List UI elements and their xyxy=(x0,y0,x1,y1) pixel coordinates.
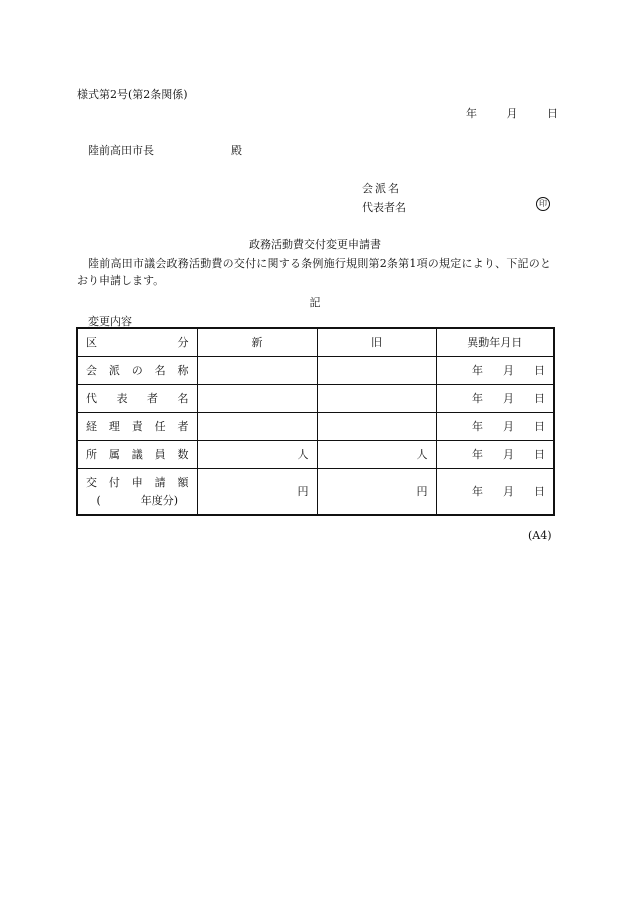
honorific: 殿 xyxy=(231,144,242,157)
header-division-char: 分 xyxy=(177,336,189,350)
old-value-cell[interactable] xyxy=(317,384,436,412)
fiscal-year-text: 年度分) xyxy=(140,494,179,508)
row-label-char: 者 xyxy=(177,420,189,433)
row-label xyxy=(77,440,197,468)
header-new: 新 xyxy=(197,328,317,356)
date-year-unit: 年 xyxy=(472,364,483,377)
row-label-char: 名 xyxy=(177,392,189,405)
table-row xyxy=(77,440,554,468)
date-year-unit: 年 xyxy=(472,448,483,461)
date-day-unit: 日 xyxy=(534,485,545,499)
date-month-unit: 月 xyxy=(503,420,514,433)
fiscal-year-open: ( xyxy=(96,494,101,508)
date-month-unit: 月 xyxy=(503,448,514,461)
row-label-char: 額 xyxy=(177,476,189,490)
row-label xyxy=(77,356,197,384)
header-division-char: 区 xyxy=(86,336,97,350)
table-header-row xyxy=(77,328,554,356)
seal-mark: 印 xyxy=(536,197,550,211)
addressee: 陸前高田市長 xyxy=(88,144,154,157)
date-day-unit: 日 xyxy=(534,364,545,377)
changes-table xyxy=(76,327,555,516)
change-date-cell[interactable] xyxy=(436,412,554,440)
row-label-char: 付 xyxy=(108,476,120,490)
date-day: 日 xyxy=(547,107,558,120)
row-label-char: 称 xyxy=(177,364,189,377)
row-label-char: 責 xyxy=(131,420,143,433)
row-label-char: 表 xyxy=(116,392,128,405)
row-label-char: 申 xyxy=(131,476,143,490)
date-line xyxy=(466,105,558,121)
row-label-char: 会 xyxy=(86,364,97,377)
table-row xyxy=(77,468,554,515)
faction-name-label: 会派名 xyxy=(362,182,401,195)
change-date-cell[interactable] xyxy=(436,384,554,412)
header-old: 旧 xyxy=(317,328,436,356)
row-label-char: 派 xyxy=(108,364,120,377)
row-label xyxy=(77,412,197,440)
row-label-char: 者 xyxy=(147,392,158,405)
ki-heading: 記 xyxy=(309,296,321,309)
changes-label: 変更内容 xyxy=(88,315,132,328)
row-label-char: 交 xyxy=(86,476,97,490)
row-label-char: 請 xyxy=(154,476,166,490)
date-day-unit: 日 xyxy=(534,420,545,433)
change-date-cell[interactable] xyxy=(436,468,554,515)
header-division xyxy=(77,328,197,356)
old-value-cell[interactable]: 人 xyxy=(317,440,436,468)
change-date-cell[interactable] xyxy=(436,356,554,384)
row-label-char: 数 xyxy=(177,448,189,461)
old-value-cell[interactable] xyxy=(317,356,436,384)
row-label-char: 代 xyxy=(86,392,97,405)
date-month: 月 xyxy=(506,107,518,120)
representative-label: 代表者名 xyxy=(362,201,406,214)
paper-size: (A4) xyxy=(528,529,552,542)
new-value-cell[interactable] xyxy=(197,384,317,412)
body-text: 陸前高田市議会政務活動費の交付に関する条例施行規則第2条第1項の規定により、下記のとおり申請します。 xyxy=(77,257,551,287)
new-value-cell[interactable]: 円 xyxy=(197,468,317,515)
date-year: 年 xyxy=(466,107,477,120)
table-row xyxy=(77,384,554,412)
table-row xyxy=(77,412,554,440)
date-day-unit: 日 xyxy=(534,392,545,405)
row-label-char: の xyxy=(131,364,143,377)
fiscal-year-note xyxy=(86,492,189,508)
row-label-char: 議 xyxy=(131,448,143,461)
header-change-date: 異動年月日 xyxy=(436,328,554,356)
date-year-unit: 年 xyxy=(472,420,483,433)
new-value-cell[interactable] xyxy=(197,412,317,440)
row-label-char: 名 xyxy=(154,364,166,377)
document-title: 政務活動費交付変更申請書 xyxy=(249,238,381,251)
row-label-char: 経 xyxy=(86,420,97,433)
change-date-cell[interactable] xyxy=(436,440,554,468)
row-label-char: 理 xyxy=(108,420,120,433)
row-label xyxy=(77,468,197,515)
date-year-unit: 年 xyxy=(472,485,483,499)
date-month-unit: 月 xyxy=(503,392,514,405)
new-value-cell[interactable] xyxy=(197,356,317,384)
row-label xyxy=(77,384,197,412)
date-year-unit: 年 xyxy=(472,392,483,405)
row-label-char: 員 xyxy=(154,448,166,461)
row-label-char: 属 xyxy=(108,448,120,461)
date-month-unit: 月 xyxy=(503,485,514,499)
table-row xyxy=(77,356,554,384)
old-value-cell[interactable]: 円 xyxy=(317,468,436,515)
old-value-cell[interactable] xyxy=(317,412,436,440)
form-number: 様式第2号(第2条関係) xyxy=(77,88,188,101)
row-label-char: 所 xyxy=(86,448,97,461)
date-day-unit: 日 xyxy=(534,448,545,461)
new-value-cell[interactable]: 人 xyxy=(197,440,317,468)
date-month-unit: 月 xyxy=(503,364,514,377)
row-label-char: 任 xyxy=(154,420,166,433)
